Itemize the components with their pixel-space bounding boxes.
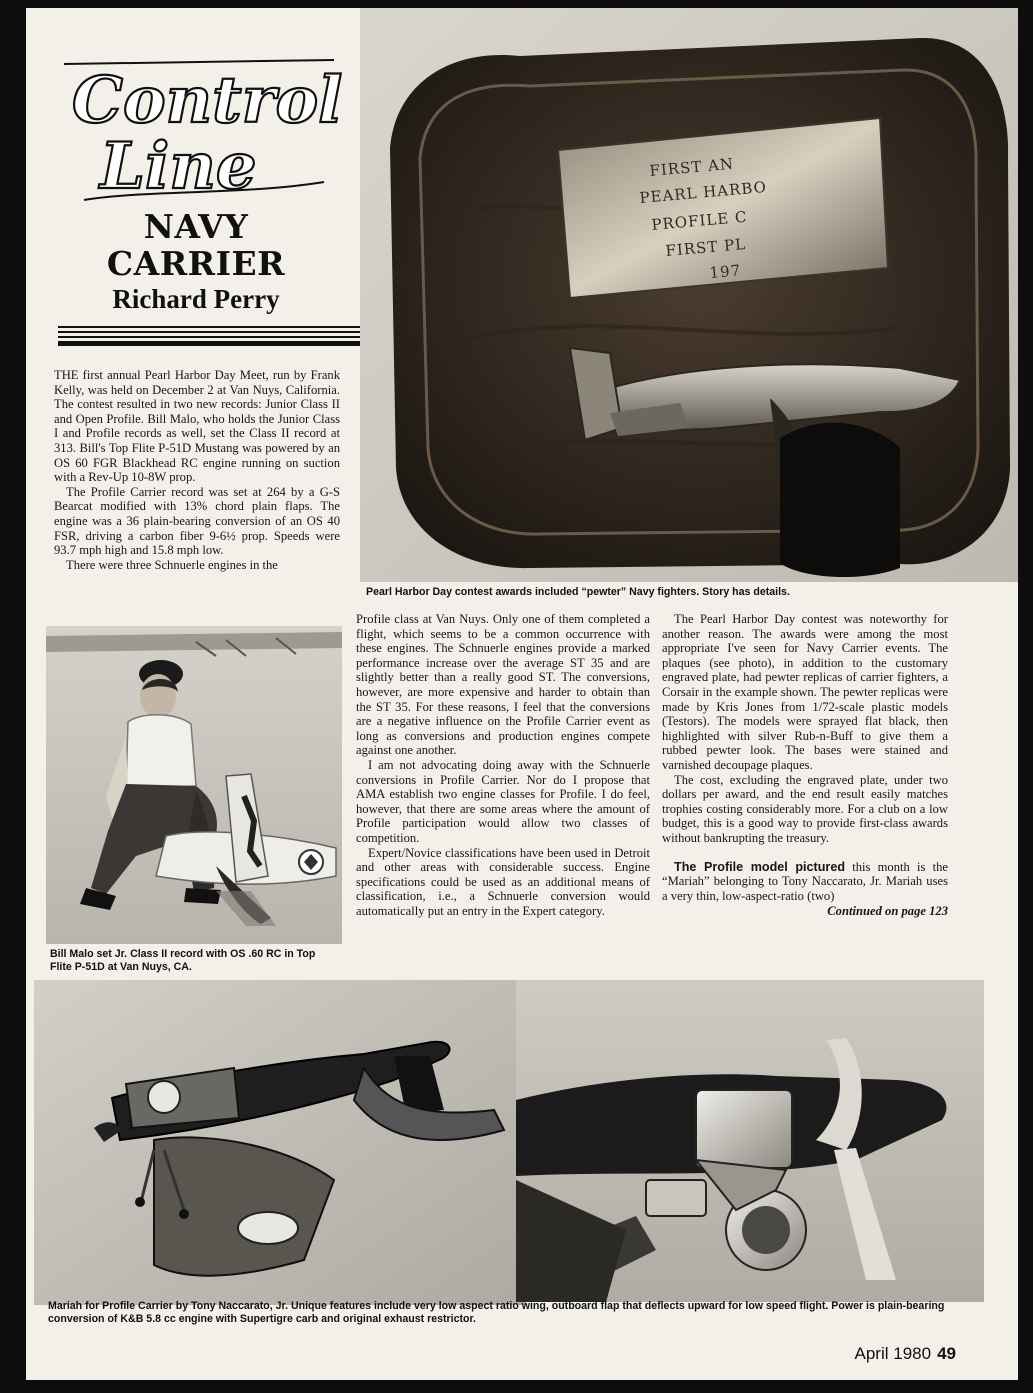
issue-date: April 1980 [854,1344,932,1363]
author-byline: Richard Perry [112,284,280,314]
continued-note: Continued on page 123 [827,904,948,919]
paragraph: There were three Schnuerle engines in the [66,557,278,572]
article-column-3 [662,612,948,919]
mariah-engine-photo [516,980,984,1302]
plaque-photo [360,8,1018,582]
article-column-2 [356,612,650,918]
control-line-logo [54,50,344,210]
headline-navy: NAVY [143,207,249,246]
mariah-side-photo [34,980,526,1305]
headline-carrier: CARRIER [106,244,286,283]
lead-in: The Profile model pictured [674,859,846,874]
paragraph: THE first annual Pearl Harbor Day Meet, run by Frank Kelly, was held on December 2 at Van Nuys, California. The contest resulted in two new records: Junior Class II and Open Profile. Bill Malo, who holds the Junior Class I and Profile records as well, set the Class II record at 313. Bill's Top Flite P-51D Mustang was powered by an OS 60 FGR Blackhead RC engine running on suction with a Rev-Up 10-8W prop. [54,368,340,485]
paragraph-rest: this month is the “Mariah” belonging to Tony Naccarato, Jr. Mariah uses a very thin, low-aspect-ratio (two) [662,859,948,903]
engraving-line: FIRST AN [648,154,735,180]
engraving-line: PEARL HARBO [638,177,768,207]
paragraph: The cost, excluding the engraved plate, under two dollars per award, and the end result easily matches trophies costing considerably more. For a club on a low budget, this is a good way to provide first-class awards without bankrupting the treasury. [662,772,948,845]
logo-word-line: Line [100,129,257,204]
paragraph: Expert/Novice classifications have been used in Detroit and other areas with considerable success. Engine specifications could be used as an additional means of classification, i.e., a Schnuerle conversion would automatically put an entry in the Expert category. [356,845,650,918]
article-column-1 [54,368,340,572]
magazine-page [26,8,1018,1380]
engraving-line: PROFILE C [650,207,749,234]
page-folio [855,1344,956,1364]
paragraph: The Pearl Harbor Day contest was noteworthy for another reason. The awards were among the most appropriate I've seen for Navy Carrier events. The plaques (see photo), in addition to the customary engraved plate, had pewter replicas of carrier fighters, a Corsair in the example shown. The pewter replicas were made by Kris Jones from 1/72-scale plastic models (Testors). The models were sprayed flat black, then highlighted with silver Rub-n-Buff to give them a rubbed pewter look. The bases were stained and varnished decoupage plaques. [662,612,948,772]
headline-rules [58,326,370,349]
engraving-line: FIRST PL [664,235,747,260]
paragraph: The Profile Carrier record was set at 264 by a G-S Bearcat modified with 13% chord plain flaps. The engine was a 36 plain-bearing conversion of an OS 40 FSR, driving a carbon fiber 9-6½ prop. Speeds were 93.7 mph high and 15.8 mph low. [54,484,340,558]
logo-word-control: Control [72,63,343,138]
page-number: 49 [937,1344,956,1363]
paragraph: I am not advocating doing away with the Schnuerle conversions in Profile Carrier. Nor do I propose that AMA establish two engine classes for Profile. I do feel, however, that there are some areas where the amount of Profile participation would allow two classes of competition. [356,757,650,845]
bill-malo-photo [46,626,342,944]
article-headline [46,208,346,316]
malo-caption: Bill Malo set Jr. Class II record with OS .60 RC in Top Flite P-51D at Van Nuys, CA. [50,948,316,973]
plaque-caption: Pearl Harbor Day contest awards included “pewter” Navy fighters. Story has details. [366,586,790,598]
engraving-line: 197 [708,261,742,282]
paragraph: Profile class at Van Nuys. Only one of them completed a flight, which seems to be a common occurrence with these engines. The Schnuerle engines provide a marked performance increase over the average ST 35 and are slightly better than a really good ST. The conversions, however, are more expensive and harder to obtain than the ST 35. For these reasons, I feel that the conversions are a negative influence on the Profile Carrier event as long as conversions and production engines compete against one another. [356,612,650,758]
paragraph [662,860,948,904]
mariah-caption: Mariah for Profile Carrier by Tony Naccarato, Jr. Unique features include very low aspect ratio wing, outboard flap that deflects upward for low speed flight. Power is plain-bearing conversion of K&B 5.8 cc engine with Supertigre carb and original exhaust restrictor. [48,1300,945,1325]
